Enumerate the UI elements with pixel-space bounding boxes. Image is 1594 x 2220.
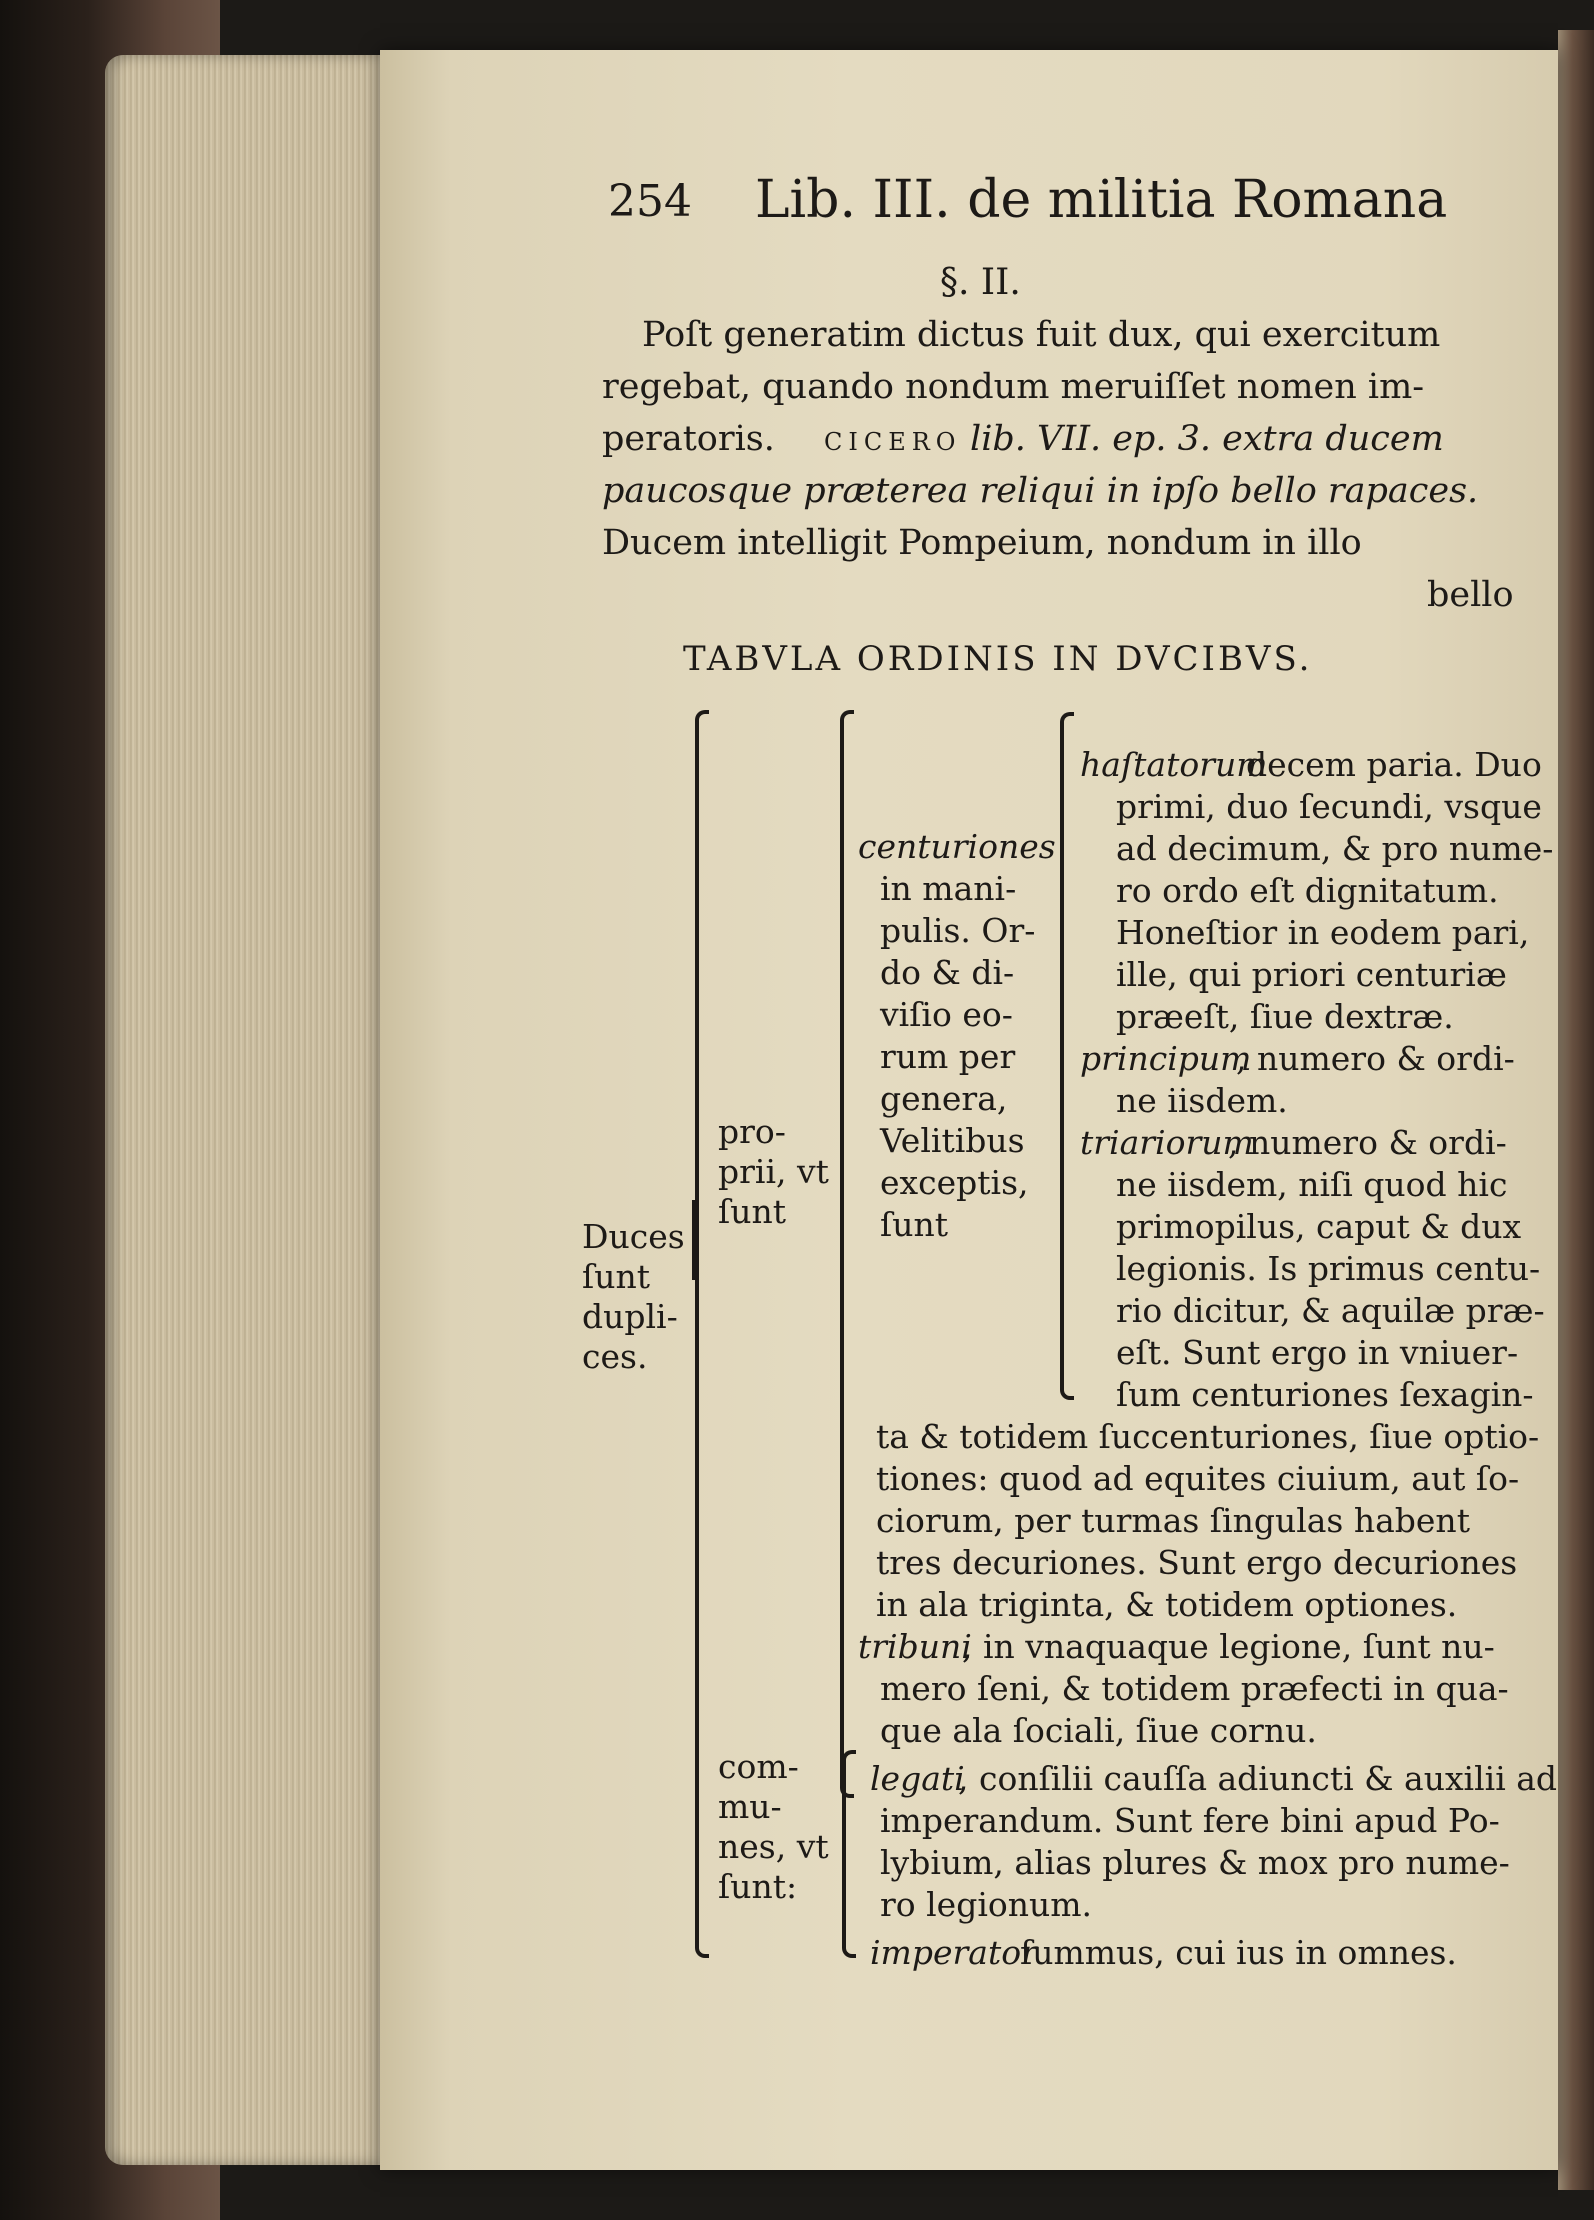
brace-genera [1060,712,1074,1400]
root-label-3: dupli- [582,1297,678,1336]
communes-label-1: com- [718,1747,799,1786]
centuriones-1: centuriones [858,827,1056,866]
centuriones-cont-3: ciorum, per turmas ſingulas habent [876,1501,1470,1540]
principes-line-1: , numero & ordi- [1236,1039,1515,1078]
root-label-4: ces. [582,1337,648,1376]
brace-proprii [840,710,854,1798]
tribuni-line-2: mero ſeni, & totidem præfecti in qua- [880,1669,1509,1708]
triarii-line-1: , numero & ordi- [1228,1123,1507,1162]
root-label-2: ſunt [582,1257,650,1296]
running-title: Lib. III. de militia Romana [755,170,1448,230]
proprii-label-1: pro- [718,1112,786,1151]
triarii-line-7: ſum centuriones ſexagin- [1116,1375,1534,1414]
triarii-head: triariorum [1080,1123,1254,1162]
tribuni-head: tribuni [858,1627,972,1666]
paragraph-line-4: paucosque præterea reliqui in ipſo bello rapaces. [602,471,1479,511]
paragraph-line-1: Poſt generatim dictus fuit dux, qui exercitum [642,315,1441,355]
hastati-head: haſtatorum [1080,745,1268,784]
hastati-line-3: ad decimum, & pro nume- [1116,829,1554,868]
hastati-line-1: decem paria. Duo [1246,745,1542,784]
tribuni-line-3: que ala ſociali, ſiue cornu. [880,1711,1317,1750]
imperator-head: imperator [870,1933,1037,1972]
hastati-line-5: Honeſtior in eodem pari, [1116,913,1530,952]
brace-main-point [692,1200,698,1280]
centuriones-cont-2: tiones: quod ad equites ciuium, aut ſo- [876,1459,1520,1498]
centuriones-10: ſunt [880,1205,948,1244]
legati-line-2: imperandum. Sunt fere bini apud Po- [880,1801,1500,1840]
paragraph-line-3a: peratoris. [602,419,775,459]
paragraph-line-3c: lib. VII. ep. 3. extra ducem [970,419,1444,459]
hastati-line-7: præeſt, ſiue dextræ. [1116,997,1454,1036]
paragraph-line-3b: CICERO [824,428,962,456]
brace-communes [842,1750,856,1958]
triarii-line-4: legionis. Is primus centu- [1116,1249,1541,1288]
paragraph-line-6: bello [1427,575,1514,615]
centuriones-4: do & di- [880,953,1015,992]
section-heading: §. II. [940,262,1021,303]
centuriones-6: rum per [880,1037,1016,1076]
book-cover-right [1558,30,1594,2190]
communes-label-4: ſunt: [718,1867,798,1906]
principes-line-2: ne iisdem. [1116,1081,1288,1120]
centuriones-cont-1: ta & totidem ſuccenturiones, ſiue optio- [876,1417,1540,1456]
page-edges [105,55,395,2165]
centuriones-9: exceptis, [880,1163,1029,1202]
triarii-line-5: rio dicitur, & aquilæ præ- [1116,1291,1545,1330]
brace-main [695,710,709,1958]
page-number: 254 [608,176,692,227]
centuriones-2: in mani- [880,869,1017,908]
centuriones-7: genera, [880,1079,1008,1118]
paragraph-line-5: Ducem intelligit Pompeium, nondum in illo [602,523,1362,563]
proprii-label-3: ſunt [718,1192,786,1231]
paragraph-line-2: regebat, quando nondum meruiſſet nomen im- [602,367,1425,407]
triarii-line-3: primopilus, caput & dux [1116,1207,1522,1246]
legati-line-1: , conſilii cauſſa adiuncti & auxilii ad [958,1759,1558,1798]
principes-head: principum [1080,1039,1252,1078]
centuriones-cont-4: tres decuriones. Sunt ergo decuriones [876,1543,1518,1582]
centuriones-cont-5: in ala triginta, & totidem optiones. [876,1585,1458,1624]
tribuni-line-1: , in vnaquaque legione, ſunt nu- [962,1627,1495,1666]
imperator-tail: ſummus, cui ius in omnes. [1020,1933,1457,1972]
centuriones-3: pulis. Or- [880,911,1036,950]
proprii-label-2: prii, vt [718,1152,829,1191]
communes-label-2: mu- [718,1787,782,1826]
table-title: TABVLA ORDINIS IN DVCIBVS. [683,639,1313,679]
book-page [380,50,1558,2170]
centuriones-8: Velitibus [880,1121,1025,1160]
triarii-line-6: eſt. Sunt ergo in vniuer- [1116,1333,1519,1372]
legati-head: legati [870,1759,965,1798]
centuriones-5: viſio eo- [880,995,1013,1034]
triarii-line-2: ne iisdem, niſi quod hic [1116,1165,1508,1204]
communes-label-3: nes, vt [718,1827,829,1866]
root-label-1: Duces [582,1217,685,1256]
hastati-line-2: primi, duo ſecundi, vsque [1116,787,1542,826]
legati-line-4: ro legionum. [880,1885,1093,1924]
hastati-line-6: ille, qui priori centuriæ [1116,955,1507,994]
hastati-line-4: ro ordo eſt dignitatum. [1116,871,1499,910]
legati-line-3: lybium, alias plures & mox pro nume- [880,1843,1510,1882]
